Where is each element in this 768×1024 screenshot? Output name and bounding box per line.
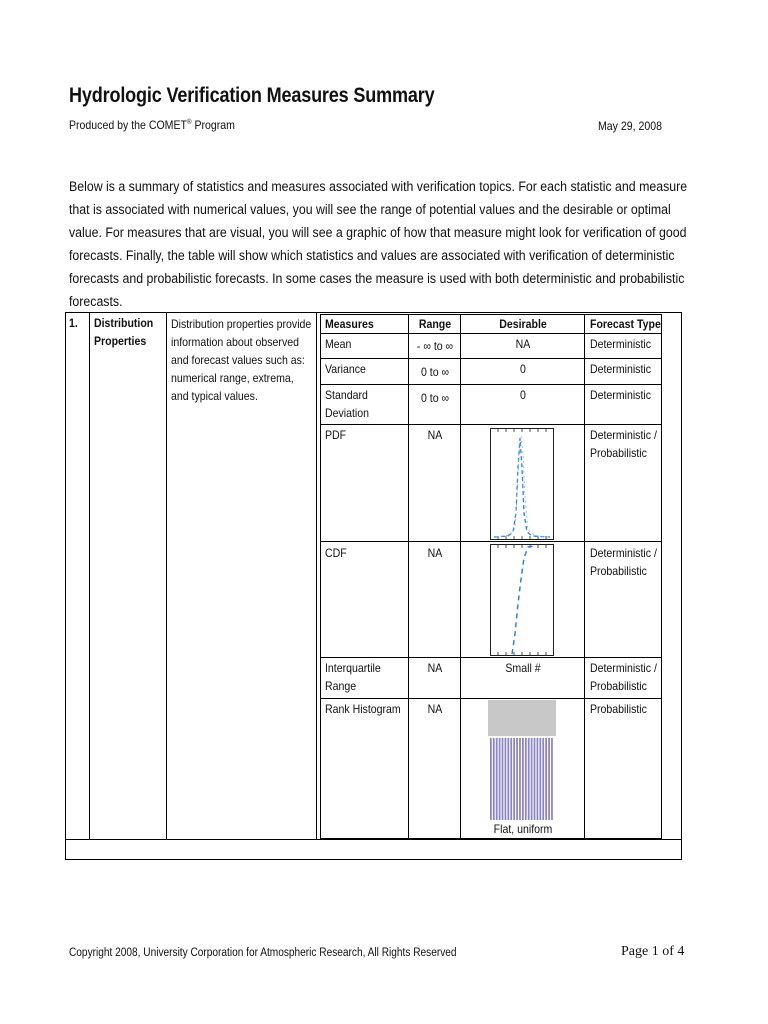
type-variance: Deterministic bbox=[590, 362, 652, 376]
type-cdf-line2: Probabilistic bbox=[590, 564, 647, 578]
range-variance: 0 to ∞ bbox=[420, 365, 450, 379]
type-iqr-line1: Deterministic / bbox=[590, 661, 657, 675]
rank-histogram-bar bbox=[510, 738, 512, 820]
rank-histogram-bar bbox=[531, 738, 533, 820]
pdf-curve-graphic bbox=[490, 428, 554, 540]
measure-rank-histogram: Rank Histogram bbox=[325, 702, 401, 716]
rank-histogram-bar bbox=[537, 738, 539, 820]
rank-histogram-bar bbox=[493, 738, 495, 820]
range-mean: - ∞ to ∞ bbox=[416, 339, 454, 353]
produced-prefix: Produced by the COMET bbox=[69, 118, 187, 132]
rank-histogram-bar bbox=[551, 738, 553, 820]
type-pdf-line1: Deterministic / bbox=[590, 428, 657, 442]
rank-histogram-bar bbox=[548, 738, 550, 820]
measure-variance: Variance bbox=[325, 362, 366, 376]
rank-histogram-bar bbox=[522, 738, 524, 820]
range-cdf: NA bbox=[427, 546, 443, 560]
type-std: Deterministic bbox=[590, 388, 652, 402]
rank-histogram-bar bbox=[525, 738, 527, 820]
rank-histogram-bar bbox=[505, 738, 507, 820]
rank-histogram-bar bbox=[513, 738, 515, 820]
rank-histogram-bar bbox=[502, 738, 504, 820]
measure-std-line2: Deviation bbox=[325, 406, 370, 420]
cdf-curve-graphic bbox=[490, 544, 554, 656]
rank-histogram-bar bbox=[516, 738, 518, 820]
header-measures: Measures bbox=[325, 317, 374, 331]
range-std: 0 to ∞ bbox=[420, 391, 450, 405]
measure-iqr-line2: Range bbox=[325, 679, 357, 693]
range-rank-histogram: NA bbox=[427, 702, 443, 716]
type-cdf-line1: Deterministic / bbox=[590, 546, 657, 560]
intro-paragraph: Below is a summary of statistics and measures associated with verification topics. For each statistic and measure that is associated with numerical values, you will see the range of potential values and the desirable or optimal value. For measures that are visual, you will see a graphic of how that measure might look for verification of good forecasts. Finally, the table will show which statistics and values are associated with verification of deterministic forecasts and probabilistic forecasts. In some cases the measure is used with both deterministic and probabilistic forecasts. bbox=[69, 179, 688, 310]
rank-histogram-graphic bbox=[488, 700, 556, 820]
section-number: 1. bbox=[69, 316, 78, 330]
section-description: Distribution properties provide information about observed and forecast values such as: numerical range, extrema, and typical values. bbox=[171, 317, 312, 403]
measure-iqr-line1: Interquartile bbox=[325, 661, 381, 675]
section-name-line2: Properties bbox=[94, 334, 147, 348]
page-title: Hydrologic Verification Measures Summary bbox=[69, 84, 435, 107]
type-rank-histogram: Probabilistic bbox=[590, 702, 647, 716]
measure-std-line1: Standard bbox=[325, 388, 368, 402]
rank-histogram-bar bbox=[499, 738, 501, 820]
measure-mean: Mean bbox=[325, 337, 352, 351]
produced-by bbox=[69, 118, 235, 132]
produced-suffix: Program bbox=[191, 118, 235, 132]
type-pdf-line2: Probabilistic bbox=[590, 446, 647, 460]
range-iqr: NA bbox=[427, 661, 443, 675]
measure-pdf: PDF bbox=[325, 428, 347, 442]
desirable-std: 0 bbox=[520, 388, 526, 402]
desirable-iqr: Small # bbox=[505, 661, 541, 675]
measure-cdf: CDF bbox=[325, 546, 347, 560]
type-mean: Deterministic bbox=[590, 337, 652, 351]
page-number: Page 1 of 4 bbox=[621, 944, 685, 959]
rank-histogram-bar bbox=[490, 738, 492, 820]
rank-histogram-bar bbox=[519, 738, 521, 820]
range-pdf: NA bbox=[427, 428, 443, 442]
desirable-mean: NA bbox=[515, 337, 531, 351]
rank-histogram-bar bbox=[545, 738, 547, 820]
section-name-line1: Distribution bbox=[94, 316, 154, 330]
rank-histogram-bar bbox=[507, 738, 509, 820]
desirable-variance: 0 bbox=[520, 362, 526, 376]
rank-histogram-bar bbox=[496, 738, 498, 820]
copyright-notice: Copyright 2008, University Corporation for Atmospheric Research, All Rights Reserved bbox=[69, 947, 457, 959]
registered-mark: ® bbox=[186, 119, 192, 126]
header-forecast-type: Forecast Type bbox=[590, 317, 661, 331]
rank-histogram-bar bbox=[539, 738, 541, 820]
header-desirable: Desirable bbox=[499, 317, 547, 331]
desirable-rank-histogram-caption: Flat, uniform bbox=[493, 822, 553, 836]
document-date: May 29, 2008 bbox=[598, 119, 662, 133]
rank-histogram-bar bbox=[542, 738, 544, 820]
header-range: Range bbox=[418, 317, 452, 331]
type-iqr-line2: Probabilistic bbox=[590, 679, 647, 693]
rank-histogram-bar bbox=[528, 738, 530, 820]
rank-histogram-bar bbox=[534, 738, 536, 820]
